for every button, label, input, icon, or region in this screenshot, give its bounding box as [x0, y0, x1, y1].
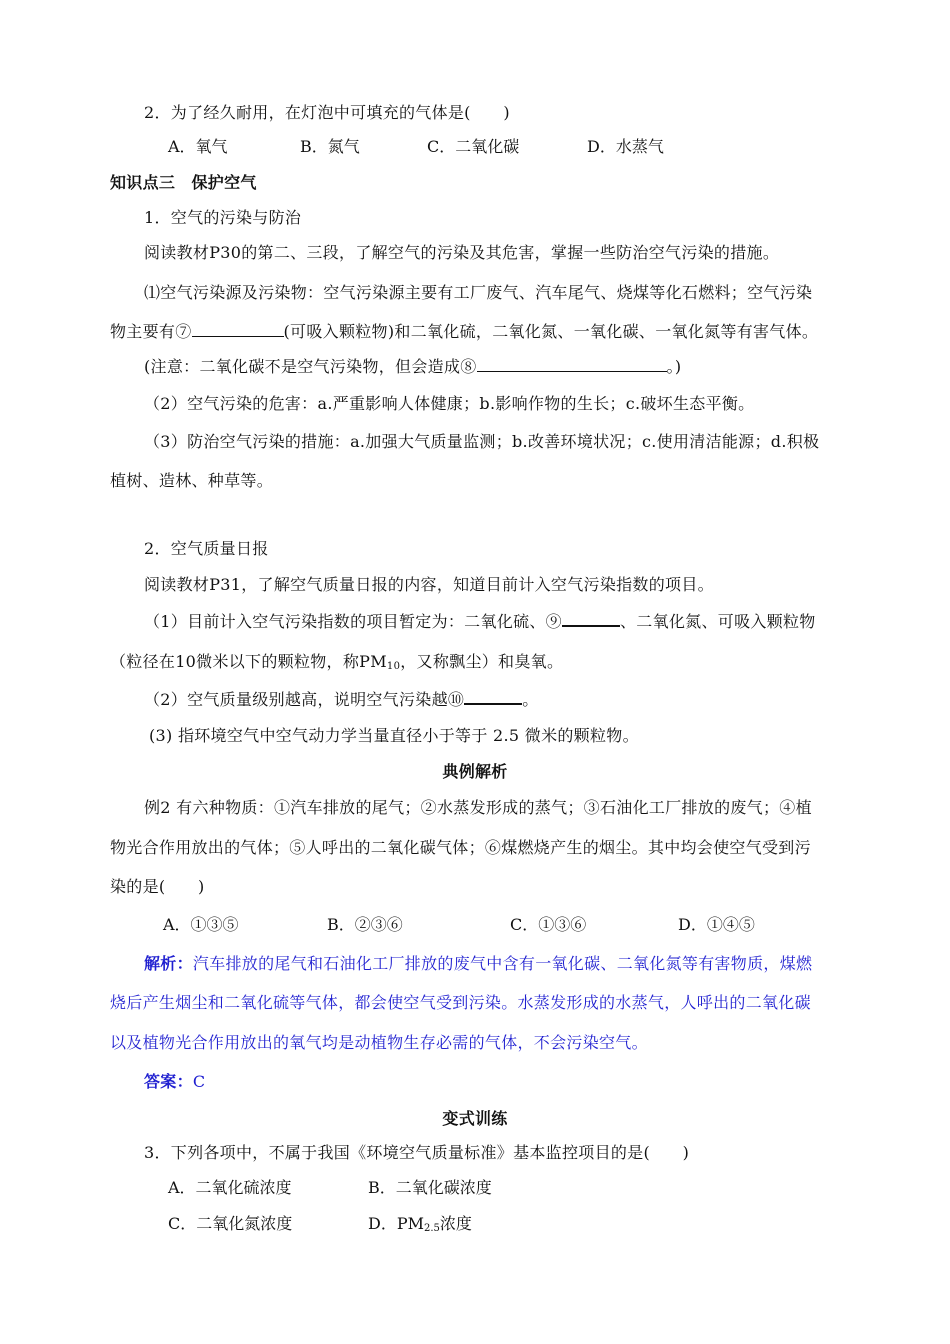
example-option-b: B．②③⑥	[327, 915, 403, 934]
example-heading: 典例解析	[442, 762, 508, 781]
subsection-title-2: 2．空气质量日报	[144, 539, 269, 558]
example-option-d: D．①④⑤	[678, 915, 755, 934]
analysis-label: 解析：	[144, 954, 193, 973]
item-1-line-2: （粒径在10微米以下的颗粒物，称$PM_{10}$，又称飘尘）和臭氧。	[110, 652, 564, 672]
paragraph-1-line-2: 物主要有⑦ (可吸入颗粒物)和二氧化硫，二氧化氮、一氧化碳、一氧化氮等有害气体。	[110, 322, 819, 341]
analysis-line-2: 烧后产生烟尘和二氧化硫等气体，都会使空气受到污染。水蒸发形成的水蒸气，人呼出的二氧化碳	[110, 993, 811, 1012]
practice-option-a: A．二氧化硫浓度	[168, 1178, 292, 1197]
practice-option-b: B．二氧化碳浓度	[368, 1178, 492, 1197]
fill-blank-9	[562, 611, 620, 627]
answer-value: C	[192, 1072, 206, 1091]
fill-blank-8	[477, 357, 667, 372]
example-stem-line-2: 物光合作用放出的气体；⑤人呼出的二氧化碳气体；⑥煤燃烧产生的烟尘。其中均会使空气受到污	[110, 838, 811, 857]
paragraph-3-line-1: （3）防治空气污染的措施：a.加强大气质量监测；b.改善环境状况；c.使用清洁能源；d.积极	[144, 432, 820, 451]
subsection-title-1: 1．空气的污染与防治	[144, 208, 302, 227]
fill-blank-7	[192, 322, 284, 337]
answer-label: 答案：	[144, 1072, 193, 1091]
analysis-line-1: 解析：汽车排放的尾气和石油化工厂排放的废气中含有一氧化碳、二氧化氮等有害物质，煤燃	[144, 954, 813, 973]
paragraph-3-line-2: 植树、造林、种草等。	[110, 471, 274, 490]
practice-option-d: D．$PM_{2.5}$浓度	[368, 1214, 472, 1234]
paragraph-1-line-1: ⑴空气污染源及污染物：空气污染源主要有工厂废气、汽车尾气、烧煤等化石燃料；空气污染	[144, 283, 813, 302]
item-2: （2）空气质量级别越高，说明空气污染越⑩ 。	[144, 690, 539, 709]
example-stem-line-3: 染的是( )	[110, 877, 205, 896]
practice-heading: 变式训练	[442, 1109, 508, 1128]
item-1-line-1: （1）目前计入空气污染指数的项目暂定为：二氧化硫、⑨ 、二氧化氮、可吸入颗粒物	[144, 612, 816, 631]
note-line: (注意：二氧化碳不是空气污染物，但会造成⑧ 。)	[144, 357, 682, 376]
example-option-c: C．①③⑥	[510, 915, 587, 934]
example-option-a: A．①③⑤	[163, 915, 239, 934]
practice-stem: 3．下列各项中，不属于我国《环境空气质量标准》基本监控项目的是( )	[144, 1143, 690, 1162]
practice-option-c: C．二氧化氮浓度	[168, 1214, 293, 1233]
subsection-intro-1: 阅读教材P30的第二、三段，了解空气的污染及其危害，掌握一些防治空气污染的措施。	[144, 243, 780, 262]
analysis-line-3: 以及植物光合作用放出的氧气均是动植物生存必需的气体，不会污染空气。	[110, 1033, 648, 1052]
section-heading: 知识点三 保护空气	[110, 173, 257, 192]
paragraph-2: （2）空气污染的危害：a.严重影响人体健康；b.影响作物的生长；c.破坏生态平衡。	[144, 394, 755, 413]
q2-stem: 2．为了经久耐用，在灯泡中可填充的气体是( )	[144, 103, 510, 122]
q2-option-b: B．氮气	[300, 137, 360, 156]
answer-line	[144, 1071, 205, 1093]
example-stem-line-1: 例2 有六种物质：①汽车排放的尾气；②水蒸发形成的蒸气；③石油化工厂排放的废气；④植	[144, 798, 812, 817]
q2-option-a: A．氧气	[168, 137, 228, 156]
q2-option-c: C．二氧化碳	[427, 137, 520, 156]
q2-option-d: D．水蒸气	[587, 137, 664, 156]
item-3: (3) 指环境空气中空气动力学当量直径小于等于 2.5 微米的颗粒物。	[149, 726, 639, 745]
subsection-intro-2: 阅读教材P31，了解空气质量日报的内容，知道目前计入空气污染指数的项目。	[144, 575, 714, 594]
fill-blank-10	[464, 689, 522, 705]
